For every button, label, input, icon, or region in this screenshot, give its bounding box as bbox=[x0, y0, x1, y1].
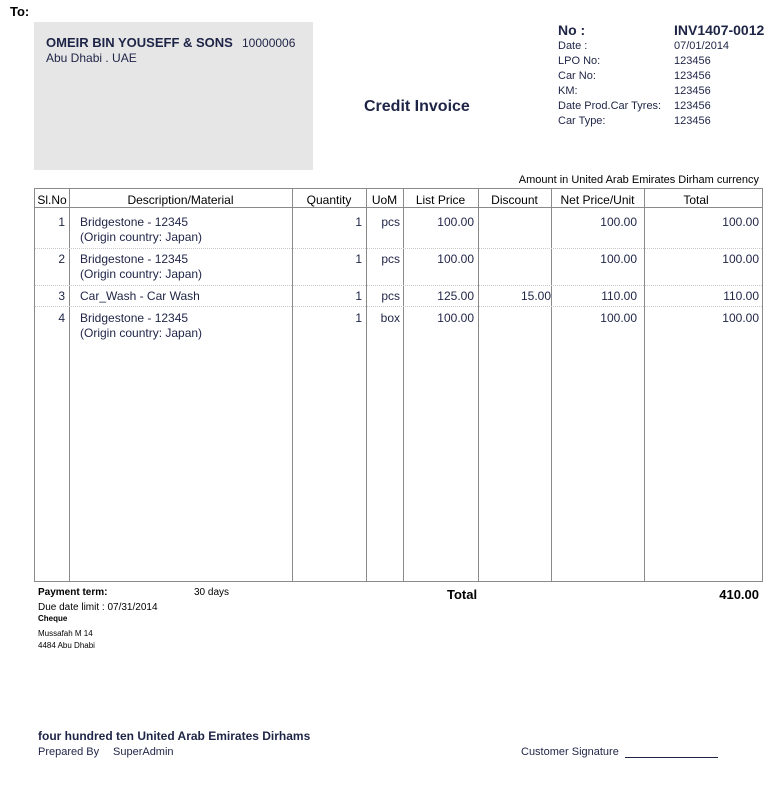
payment-address-line1: Mussafah M 14 bbox=[38, 629, 93, 638]
cell-description: Car_Wash - Car Wash bbox=[80, 289, 200, 303]
customer-box bbox=[34, 22, 313, 170]
header-discount: Discount bbox=[491, 193, 538, 207]
cell-list-price: 100.00 bbox=[437, 311, 474, 325]
prepared-by-value: SuperAdmin bbox=[113, 746, 174, 758]
meta-value: 123456 bbox=[674, 70, 711, 82]
grand-total-label: Total bbox=[447, 587, 478, 602]
cell-list-price: 100.00 bbox=[437, 215, 474, 229]
meta-key: Car No: bbox=[558, 70, 596, 82]
meta-value: 123456 bbox=[674, 100, 711, 112]
cell-discount: 15.00 bbox=[520, 289, 551, 303]
header-divider bbox=[35, 207, 762, 208]
row-divider bbox=[35, 248, 762, 249]
prepared-by-label: Prepared By bbox=[38, 746, 100, 758]
header-uom: UoM bbox=[371, 193, 398, 207]
due-date: Due date limit : 07/31/2014 bbox=[38, 602, 158, 613]
grand-total-value: 410.00 bbox=[719, 587, 759, 602]
header-description: Description/Material bbox=[127, 193, 234, 207]
meta-key: Date : bbox=[558, 40, 588, 52]
cell-net-price: 100.00 bbox=[600, 252, 637, 266]
customer-name: OMEIR BIN YOUSEFF & SONS bbox=[46, 35, 233, 50]
cell-origin: (Origin country: Japan) bbox=[80, 230, 203, 244]
header-quantity: Quantity bbox=[306, 193, 352, 207]
cell-quantity: 1 bbox=[355, 289, 362, 303]
to-label: To: bbox=[10, 4, 30, 19]
cell-description: Bridgestone - 12345 bbox=[80, 311, 189, 325]
amount-in-words: four hundred ten United Arab Emirates Dirhams bbox=[38, 729, 311, 743]
header-net-price: Net Price/Unit bbox=[560, 193, 635, 207]
cell-origin: (Origin country: Japan) bbox=[80, 326, 203, 340]
header-total: Total bbox=[683, 193, 709, 207]
row-divider bbox=[35, 285, 762, 286]
cell-uom: pcs bbox=[381, 215, 400, 229]
meta-row-car-type bbox=[558, 115, 768, 130]
row-divider bbox=[35, 306, 762, 307]
cell-quantity: 1 bbox=[355, 215, 362, 229]
customer-code: 10000006 bbox=[242, 36, 296, 50]
cell-quantity: 1 bbox=[355, 252, 362, 266]
meta-row-car-no bbox=[558, 70, 768, 85]
cell-uom: pcs bbox=[381, 252, 400, 266]
customer-signature-label: Customer Signature bbox=[521, 746, 619, 758]
signature-line bbox=[625, 757, 718, 758]
cell-list-price: 125.00 bbox=[437, 289, 474, 303]
customer-address: Abu Dhabi . UAE bbox=[46, 51, 137, 65]
cell-sl: 1 bbox=[58, 215, 65, 229]
cell-total: 100.00 bbox=[722, 252, 759, 266]
meta-value: 07/01/2014 bbox=[674, 40, 730, 52]
invoice-number-label: No : bbox=[558, 22, 586, 38]
cell-net-price: 100.00 bbox=[600, 311, 637, 325]
meta-row-date-prod bbox=[558, 100, 768, 115]
cell-sl: 4 bbox=[58, 311, 65, 325]
header-list-price: List Price bbox=[415, 193, 466, 207]
meta-value: 123456 bbox=[674, 115, 711, 127]
meta-row-km bbox=[558, 85, 768, 100]
meta-row-lpo bbox=[558, 55, 768, 70]
payment-address-line2: 4484 Abu Dhabi bbox=[38, 641, 95, 650]
cell-total: 100.00 bbox=[722, 215, 759, 229]
cell-net-price: 110.00 bbox=[601, 289, 637, 303]
cell-total: 100.00 bbox=[722, 311, 759, 325]
meta-key: Car Type: bbox=[558, 115, 606, 127]
cell-sl: 2 bbox=[58, 252, 65, 266]
cell-list-price: 100.00 bbox=[437, 252, 474, 266]
cell-net-price: 100.00 bbox=[600, 215, 637, 229]
payment-term-value: 30 days bbox=[194, 587, 230, 598]
invoice-number-value: INV1407-0012 bbox=[674, 22, 765, 38]
meta-row-date bbox=[558, 40, 768, 55]
cell-sl: 3 bbox=[58, 289, 65, 303]
meta-value: 123456 bbox=[674, 55, 711, 67]
items-table bbox=[34, 188, 763, 582]
document-title: Credit Invoice bbox=[364, 98, 470, 115]
header-sl-no: Sl.No bbox=[37, 193, 67, 207]
cell-description: Bridgestone - 12345 bbox=[80, 252, 189, 266]
invoice-meta bbox=[558, 40, 768, 130]
currency-note: Amount in United Arab Emirates Dirham currency bbox=[518, 174, 759, 186]
cell-origin: (Origin country: Japan) bbox=[80, 267, 203, 281]
meta-value: 123456 bbox=[674, 85, 711, 97]
cell-uom: box bbox=[380, 311, 400, 325]
cell-description: Bridgestone - 12345 bbox=[80, 215, 189, 229]
meta-key: KM: bbox=[558, 85, 578, 97]
meta-key: Date Prod.Car Tyres: bbox=[558, 100, 662, 112]
payment-term-label: Payment term: bbox=[38, 587, 108, 598]
cell-total: 110.00 bbox=[723, 289, 759, 303]
cell-quantity: 1 bbox=[355, 311, 362, 325]
meta-key: LPO No: bbox=[558, 55, 601, 67]
cell-uom: pcs bbox=[381, 289, 400, 303]
payment-method: Cheque bbox=[38, 614, 68, 623]
